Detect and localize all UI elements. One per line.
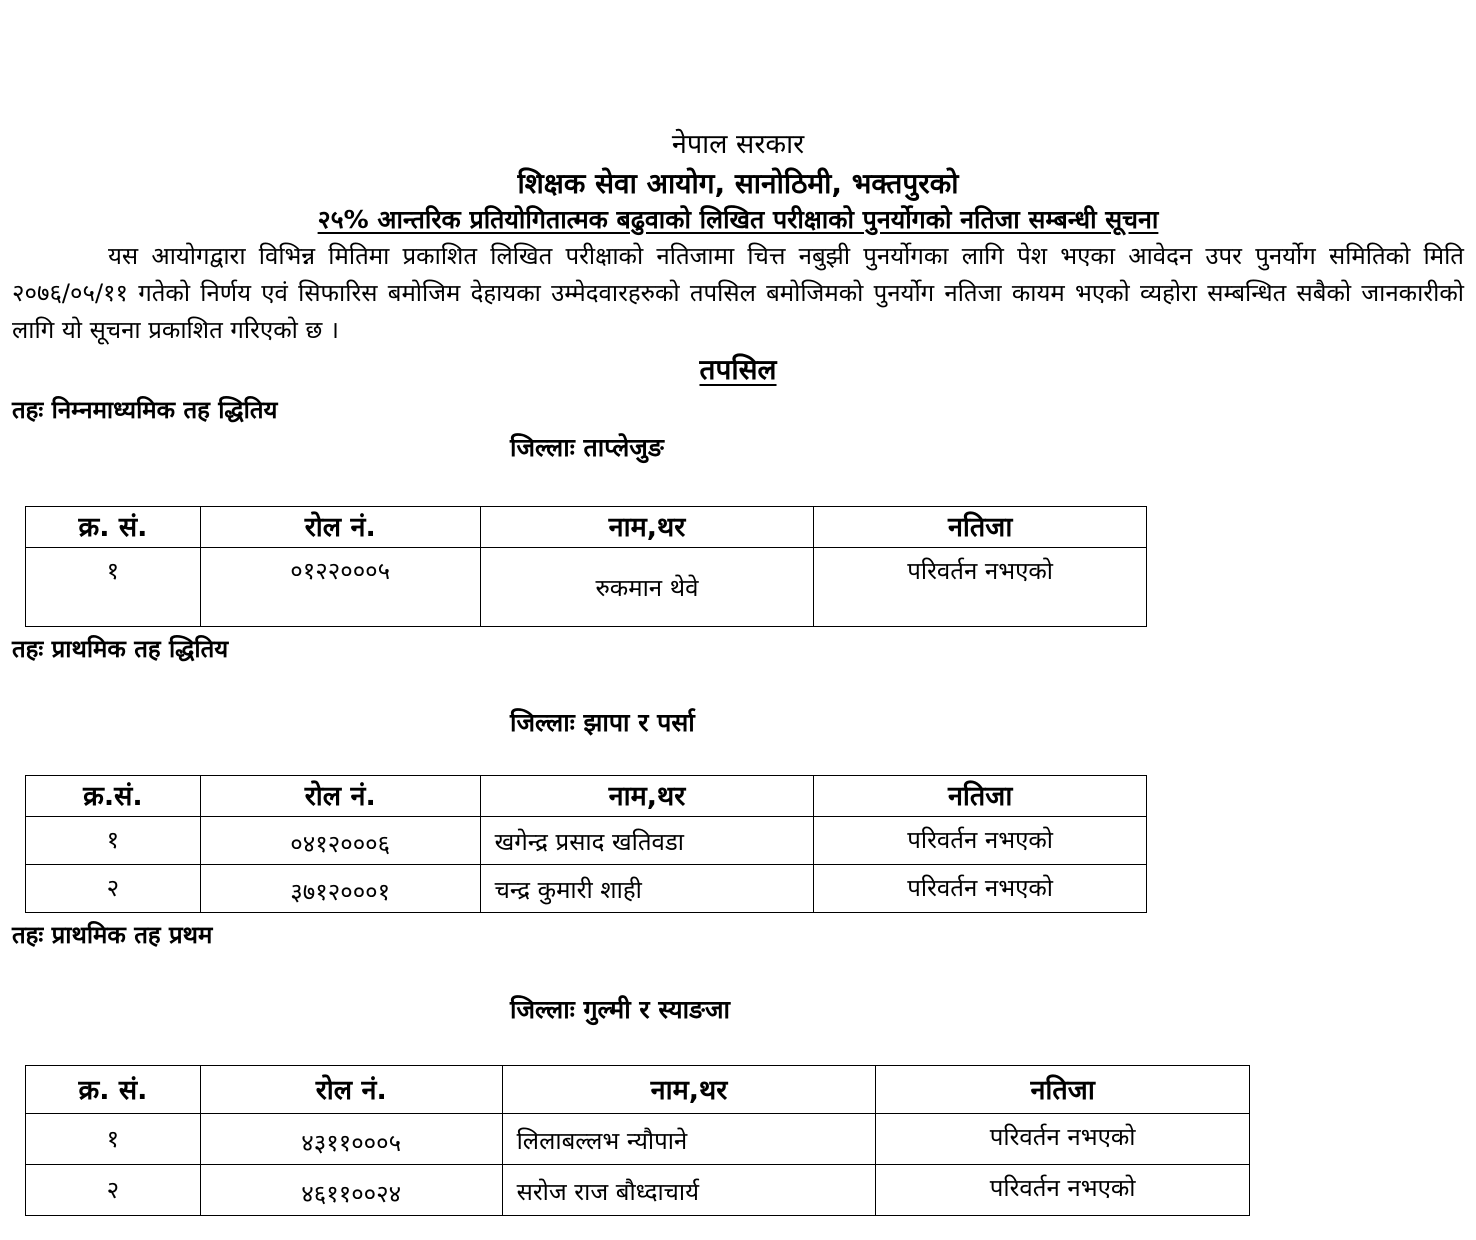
header-sn: क्र.सं. <box>26 776 201 817</box>
header-name: नाम,थर <box>502 1066 876 1114</box>
notice-subject <box>0 202 1476 236</box>
section-3-district: जिल्लाः गुल्मी र स्याङजा <box>510 995 731 1024</box>
cell-sn: २ <box>26 1165 201 1216</box>
header-result: नतिजा <box>876 1066 1250 1114</box>
cell-roll: ०१२२०००५ <box>200 548 480 627</box>
notice-body-paragraph: यस आयोगद्वारा विभिन्न मितिमा प्रकाशित लिखित परीक्षाको नतिजामा चित्त नबुझी पुनर्योगका लागि पेश भएका आवेदन उपर पुनर्योग समितिको मिति २०७६/०५/११ गतेको निर्णय एवं सिफारिस बमोजिम देहायका उम्मेदवारहरुको तपसिल बमोजिमको पुनर्योग नतिजा कायम भएको व्यहोरा सम्बन्धित सबैको जानकारीको लागि यो सूचना प्रकाशित गरिएको छ । <box>12 242 1464 344</box>
cell-sn: १ <box>26 1114 201 1165</box>
header-name: नाम,थर <box>480 776 814 817</box>
section-2-level: तहः प्राथमिक तह द्धितिय <box>12 635 229 663</box>
cell-roll: ४३११०००५ <box>200 1114 502 1165</box>
table-header-row <box>26 776 1147 817</box>
table-row <box>26 1165 1250 1216</box>
cell-sn: १ <box>26 817 201 865</box>
header-result: नतिजा <box>814 507 1147 548</box>
header-roll: रोल नं. <box>200 776 480 817</box>
cell-sn: १ <box>26 548 201 627</box>
organization-heading: शिक्षक सेवा आयोग, सानोठिमी, भक्तपुरको <box>517 167 959 200</box>
section-3-results-table <box>25 1065 1250 1216</box>
cell-roll: ३७१२०००१ <box>200 865 480 913</box>
header-roll: रोल नं. <box>200 1066 502 1114</box>
table-header-row <box>26 507 1147 548</box>
notice-subject-text: २५% आन्तरिक प्रतियोगितात्मक बढुवाको लिखित परीक्षाको पुनर्योगको नतिजा सम्बन्धी सूचना <box>317 205 1159 234</box>
section-1-results-table <box>25 506 1147 627</box>
header-result: नतिजा <box>814 776 1147 817</box>
header-sn: क्र. सं. <box>26 507 201 548</box>
table-row <box>26 817 1147 865</box>
cell-sn: २ <box>26 865 201 913</box>
cell-name: रुकमान थेवे <box>480 548 814 627</box>
cell-result: परिवर्तन नभएको <box>876 1114 1250 1165</box>
cell-result: परिवर्तन नभएको <box>814 817 1147 865</box>
header-roll: रोल नं. <box>200 507 480 548</box>
table-row <box>26 865 1147 913</box>
table-header-row <box>26 1066 1250 1114</box>
section-1-district: जिल्लाः ताप्लेजुङ <box>510 433 664 462</box>
cell-result: परिवर्तन नभएको <box>814 548 1147 627</box>
tapasil-heading <box>0 350 1476 388</box>
section-2-district: जिल्लाः झापा र पर्सा <box>510 708 695 737</box>
cell-name: चन्द्र कुमारी शाही <box>480 865 814 913</box>
section-3-level: तहः प्राथमिक तह प्रथम <box>12 921 213 949</box>
cell-roll: ०४१२०००६ <box>200 817 480 865</box>
table-row <box>26 548 1147 627</box>
cell-name: सरोज राज बौध्दाचार्य <box>502 1165 876 1216</box>
header-sn: क्र. सं. <box>26 1066 201 1114</box>
cell-roll: ४६११००२४ <box>200 1165 502 1216</box>
cell-name: लिलाबल्लभ न्यौपाने <box>502 1114 876 1165</box>
cell-result: परिवर्तन नभएको <box>814 865 1147 913</box>
table-row <box>26 1114 1250 1165</box>
tapasil-heading-text: तपसिल <box>699 353 777 386</box>
cell-name: खगेन्द्र प्रसाद खतिवडा <box>480 817 814 865</box>
cell-result: परिवर्तन नभएको <box>876 1165 1250 1216</box>
header-name: नाम,थर <box>480 507 814 548</box>
section-2-results-table <box>25 775 1147 913</box>
section-1-level: तहः निम्नमाध्यमिक तह द्धितिय <box>12 396 278 424</box>
government-heading: नेपाल सरकार <box>671 129 805 160</box>
